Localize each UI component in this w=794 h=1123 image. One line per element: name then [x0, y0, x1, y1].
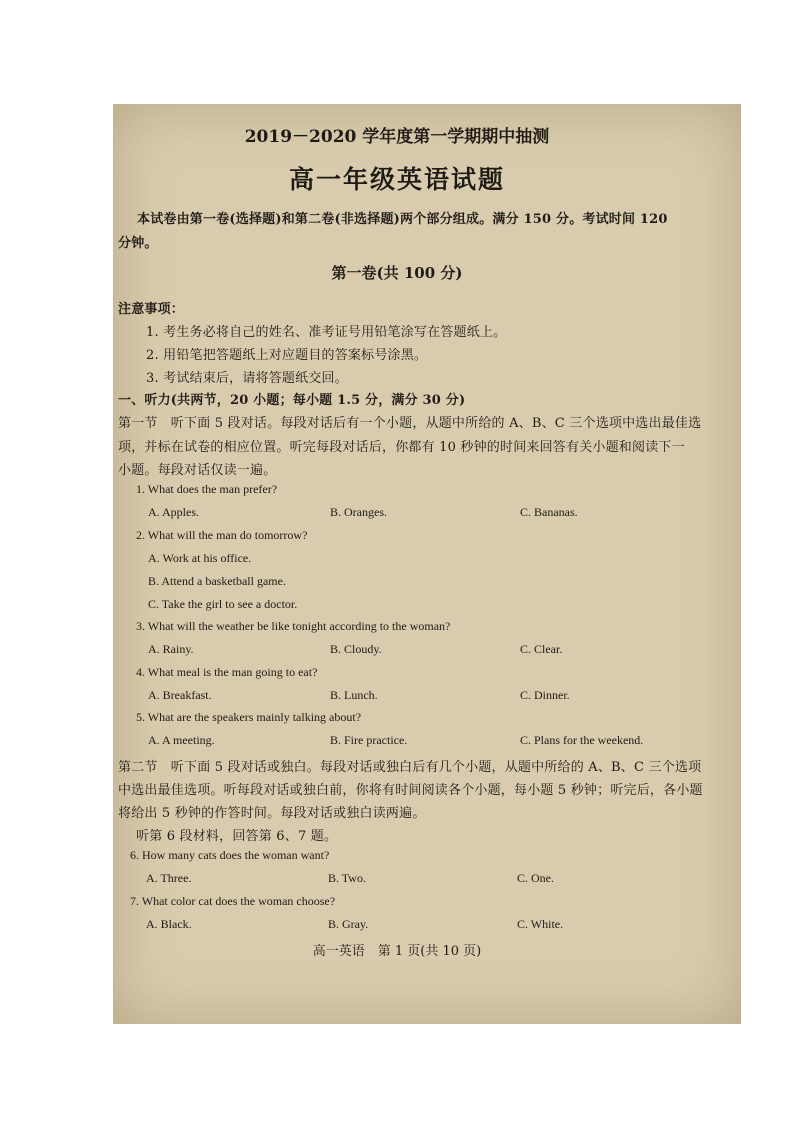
- question-5-option-b: B. Fire practice.: [330, 733, 408, 747]
- question-6-option-c: C. One.: [517, 871, 554, 885]
- material-6-instruction: 听第 6 段材料，回答第 6、7 题。: [136, 829, 338, 844]
- question-1-option-b: B. Oranges.: [330, 505, 387, 519]
- question-2-option-a: A. Work at his office.: [148, 551, 252, 565]
- question-1-stem: 1. What does the man prefer?: [136, 482, 278, 496]
- question-2-stem: 2. What will the man do tomorrow?: [136, 528, 308, 542]
- question-2-option-b: B. Attend a basketball game.: [148, 574, 286, 588]
- question-3-option-c: C. Clear.: [520, 642, 563, 656]
- note-item-2: 2. 用铅笔把答题纸上对应题目的答案标号涂黑。: [146, 348, 428, 363]
- section1-line-1: 第一节 听下面 5 段对话。每段对话后有一个小题，从题中所给的 A、B、C 三个选项中选出最佳选: [118, 416, 702, 431]
- intro-line-1: 本试卷由第一卷(选择题)和第二卷(非选择题)两个部分组成。满分 150 分。考试时间 120: [137, 212, 668, 227]
- question-5-stem: 5. What are the speakers mainly talking about?: [136, 710, 362, 724]
- question-7-option-a: A. Black.: [146, 917, 192, 931]
- exam-year-line: 2019－2020 学年度第一学期期中抽测: [244, 127, 550, 147]
- listening-heading: 一、听力(共两节，20 小题；每小题 1.5 分，满分 30 分): [118, 393, 466, 408]
- question-6-stem: 6. How many cats does the woman want?: [130, 848, 330, 862]
- note-item-1: 1. 考生务必将自己的姓名、准考证号用铅笔涂写在答题纸上。: [146, 325, 507, 340]
- question-3-stem: 3. What will the weather be like tonight according to the woman?: [136, 619, 451, 633]
- question-6-option-b: B. Two.: [328, 871, 366, 885]
- section1-line-2: 项，并标在试卷的相应位置。听完每段对话后，你都有 10 秒钟的时间来回答有关小题和阅读下一: [118, 440, 685, 455]
- note-item-3: 3. 考试结束后，请将答题纸交回。: [146, 371, 348, 386]
- question-5-option-c: C. Plans for the weekend.: [520, 733, 644, 747]
- question-4-option-b: B. Lunch.: [330, 688, 378, 702]
- question-4-option-a: A. Breakfast.: [148, 688, 212, 702]
- question-5-option-a: A. A meeting.: [148, 733, 215, 747]
- question-4-option-c: C. Dinner.: [520, 688, 570, 702]
- question-6-option-a: A. Three.: [146, 871, 192, 885]
- question-7-option-c: C. White.: [517, 917, 564, 931]
- question-7-option-b: B. Gray.: [328, 917, 369, 931]
- notes-heading: 注意事项：: [118, 302, 185, 317]
- question-1-option-c: C. Bananas.: [520, 505, 578, 519]
- question-2-option-c: C. Take the girl to see a doctor.: [148, 597, 298, 611]
- volume-1-title: 第一卷(共 100 分): [331, 264, 463, 282]
- section2-line-2: 中选出最佳选项。听每段对话或独白前，你将有时间阅读各个小题，每小题 5 秒钟；听完后，各小题: [118, 783, 703, 798]
- exam-title: 高一年级英语试题: [288, 165, 505, 194]
- question-4-stem: 4. What meal is the man going to eat?: [136, 665, 318, 679]
- question-7-stem: 7. What color cat does the woman choose?: [130, 894, 336, 908]
- section2-line-3: 将给出 5 秒钟的作答时间。每段对话或独白读两遍。: [118, 806, 426, 821]
- intro-line-2: 分钟。: [118, 236, 158, 251]
- section1-line-3: 小题。每段对话仅读一遍。: [118, 463, 277, 478]
- section2-line-1: 第二节 听下面 5 段对话或独白。每段对话或独白后有几个小题，从题中所给的 A、B、C 三个选项: [118, 760, 702, 775]
- page-footer: 高一英语 第 1 页(共 10 页): [312, 944, 482, 959]
- question-3-option-b: B. Cloudy.: [330, 642, 382, 656]
- question-1-option-a: A. Apples.: [148, 505, 199, 519]
- question-3-option-a: A. Rainy.: [148, 642, 194, 656]
